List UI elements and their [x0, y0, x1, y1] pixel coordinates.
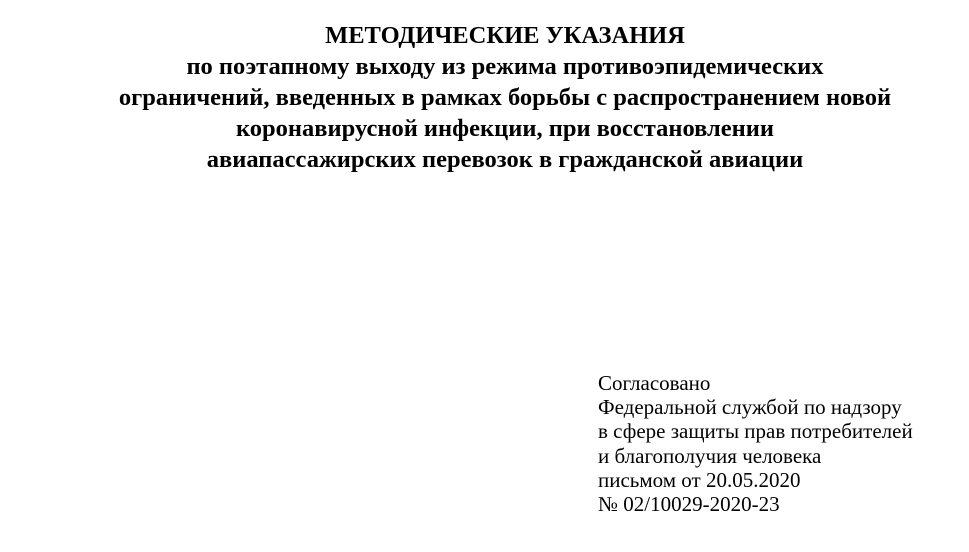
approval-number-line: № 02/10029-2020-23 [598, 492, 780, 517]
approval-line: Согласовано [598, 371, 711, 395]
subtitle-line: коронавирусной инфекции, при восстановлении [236, 115, 774, 142]
approval-line: и благополучия человека [598, 443, 822, 468]
approval-date-line: письмом от 20.05.2020 [598, 467, 801, 492]
subtitle-line: по поэтапному выходу из режима противоэпидемических [186, 53, 824, 80]
subtitle-line: ограничений, введенных в рамках борьбы с распространением новой [118, 84, 892, 111]
document-heading: МЕТОДИЧЕСКИЕ УКАЗАНИЯ [325, 22, 685, 49]
document-title-block [0, 20, 969, 175]
subtitle-line: авиапассажирских перевозок в гражданской авиации [206, 146, 804, 173]
approval-line: в сфере защиты прав потребителей [598, 419, 913, 444]
approval-line: Федеральной службой по надзору [598, 395, 902, 420]
approval-block [598, 371, 913, 516]
